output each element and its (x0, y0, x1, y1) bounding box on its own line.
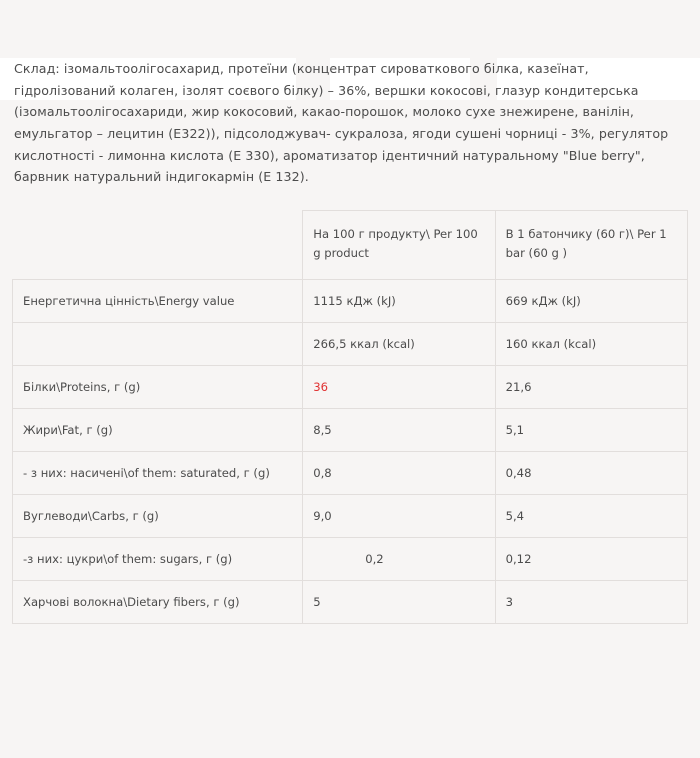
nutrient-label-cell: Вуглеводи\Carbs, г (g) (13, 495, 303, 538)
value-per-100g-cell: 1115 кДж (kJ) (303, 280, 495, 323)
nutrient-label-cell: Енергетична цінність\Energy value (13, 280, 303, 323)
value-per-100g-text: 36 (313, 379, 329, 394)
nutrient-label-cell: Білки\Proteins, г (g) (13, 366, 303, 409)
value-per-100g-text: 0,2 (365, 551, 384, 566)
value-per-bar-cell: 21,6 (495, 366, 687, 409)
table-row (13, 280, 688, 323)
nutrient-label-cell (13, 323, 303, 366)
value-per-100g-cell: 8,5 (303, 409, 495, 452)
table-row (13, 409, 688, 452)
value-per-bar-cell: 0,12 (495, 538, 687, 581)
table-row (13, 495, 688, 538)
nutrient-label-cell: Жири\Fat, г (g) (13, 409, 303, 452)
value-per-100g-cell (303, 366, 495, 409)
table-row (13, 452, 688, 495)
nutrient-label-cell: - з них: насичені\of them: saturated, г (g) (13, 452, 303, 495)
nutrient-label-cell: -з них: цукри\of them: sugars, г (g) (13, 538, 303, 581)
table-row (13, 581, 688, 624)
composition-paragraph: Склад: ізомальтоолігосахарид, протеїни (концентрат сироваткового білка, казеїнат, гідролізований колаген, ізолят соєвого білку) – 36%, вершки кокосові, глазур кондитерська (ізомальтоолігосахариди, жир кокосовий, какао-порошок, молоко сухе знежирене, ванілін, емульгатор – лецитин (Е322)), підсолоджувач- сукралоза, ягоди сушені чорниці - 3%, регулятор кислотності - лимонна кислота (Е 330), ароматизатор ідентичний натуральному "Blue berry", барвник натуральний індигокармін (Е 132). (14, 61, 669, 185)
value-per-100g-cell: 9,0 (303, 495, 495, 538)
value-per-bar-cell: 160 ккал (kcal) (495, 323, 687, 366)
header-cell-per-bar: В 1 батончику (60 г)\ Per 1 bar (60 g ) (495, 210, 687, 279)
table-header-row (13, 210, 688, 279)
value-per-bar-cell: 3 (495, 581, 687, 624)
nutrition-facts-table (12, 210, 688, 624)
value-per-100g-cell: 5 (303, 581, 495, 624)
value-per-bar-cell: 669 кДж (kJ) (495, 280, 687, 323)
value-per-100g-cell (303, 538, 495, 581)
value-per-100g-cell: 266,5 ккал (kcal) (303, 323, 495, 366)
header-cell-per-100g: На 100 г продукту\ Per 100 g product (303, 210, 495, 279)
value-per-100g-cell: 0,8 (303, 452, 495, 495)
table-row (13, 538, 688, 581)
nutrient-label-cell: Харчові волокна\Dietary fibers, г (g) (13, 581, 303, 624)
value-per-bar-cell: 0,48 (495, 452, 687, 495)
value-per-bar-cell: 5,1 (495, 409, 687, 452)
table-row (13, 366, 688, 409)
value-per-bar-cell: 5,4 (495, 495, 687, 538)
product-info-page (0, 58, 700, 758)
table-row (13, 323, 688, 366)
header-cell-label (13, 210, 303, 279)
